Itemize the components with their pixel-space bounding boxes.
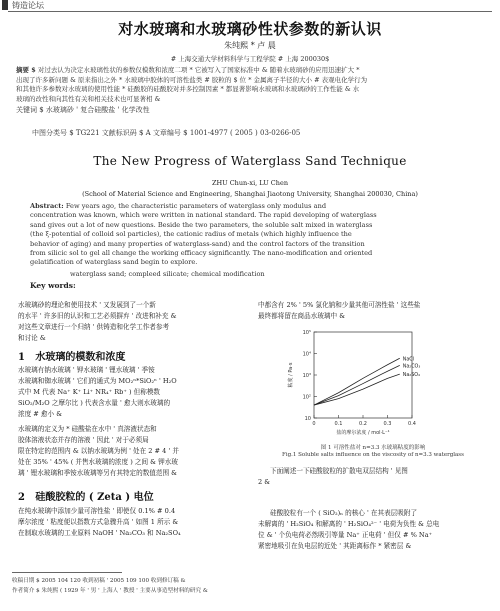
y-tick-label: 10² (302, 394, 311, 401)
text-line: 式中 M 代表 Na⁺ K⁺ Li⁺ NR₄⁺ Rb⁺ ) 但称模数 (18, 388, 161, 396)
series-line (314, 365, 400, 405)
x-tick-label: 0.4 (408, 421, 416, 427)
title-cn: 对水玻璃和水玻璃砂性状参数的新认识 (118, 20, 382, 38)
section-1-heading (18, 348, 125, 363)
text-line: 对这些文章进行一个归纳 ' 供铸造和化学工作者参考 (18, 323, 170, 331)
abstract-en-line: gelatification of waterglass sand begin to explore. (30, 258, 198, 267)
chart-series (314, 358, 400, 405)
section-title: 硅酸胶粒的 ( Zeta ) 电位 (35, 492, 154, 503)
y-tick-label: 10³ (302, 373, 311, 379)
y-axis-label: 粘度 / Pa·s (288, 362, 294, 388)
text-line: 硅酸胶粒有一个 ( SiO₂)ₙ 的核心 ' 在其表层吸附了 (270, 509, 418, 517)
figure-caption-cn: 图 1 可溶性盐对 n=3.3 水玻璃粘度的影响 (320, 445, 426, 451)
footnote: 作者简介 $ 朱纯熙 ( 1929 年 ' 男 ' 上海人 ' 教授 ' 主要从事造型材料的研究 & (12, 588, 208, 594)
right-paragraph-2 (258, 508, 490, 552)
abstract-en-line: from silicic sol to gel all change the working efficacy significantly. The nano-modification and oriented (30, 249, 373, 258)
section-2-heading (18, 488, 154, 503)
abstract-en-line: concentration was known, which were written in national standard. The rapid developing of waterglass (30, 211, 377, 220)
text-line: 璃 ' 锂水玻璃和季铵水玻璃等另有其特定的数值范围 & (18, 469, 178, 477)
series-line (314, 358, 400, 405)
x-tick-label: 0.2 (359, 421, 367, 427)
x-tick-label: 0 (312, 421, 316, 427)
title-en: The New Progress of Waterglass Sand Technique (93, 154, 407, 168)
series-label: NaCl (402, 357, 414, 363)
abstract-en-line: Few years ago, the characteristic parameters of waterglass only modulus and (65, 202, 327, 210)
affiliation-cn: # 上海交通大学材料科学与工程学院 # 上海 200030$ (170, 55, 330, 63)
intro-paragraph (18, 300, 243, 344)
text-line: 中都含有 2% ' 5% 氯化钠和少量其他可溶性盐 ' 这些盐 (258, 301, 421, 309)
figure-1 (262, 320, 482, 440)
text-line: 浓度 # 愈小 & (18, 410, 63, 418)
text-line: 的水平 ' 许多旧的认识和工艺必须摒弃 ' 改进和补充 & (18, 312, 177, 320)
footnotes (12, 576, 208, 596)
abstract-cn-label: 摘要 $ (16, 66, 36, 74)
text-line: 限在特定的范围内 & 以钠水玻璃为例 ' 处在 2 # 4 ' 并 (18, 447, 179, 455)
footnote-rule (12, 572, 122, 573)
text-line: 处在 35% ' 45% ( 并售水玻璃的浓度 ) 之间 & 钾水玻 (18, 458, 178, 466)
abstract-cn (16, 66, 486, 116)
x-tick-label: 0.1 (334, 421, 343, 427)
header-rule (8, 11, 492, 12)
x-axis-label: 盐的摩尔浓度 / mol·L⁻¹ (336, 430, 390, 436)
right-paragraph-fig-ref (258, 466, 488, 488)
abstract-cn-line: 玻璃的改性和向其性有关和相关技术也可显著相 & (16, 94, 161, 103)
right-intro-paragraph (258, 300, 488, 322)
text-line: 水玻璃有钠水玻璃 ' 钾水玻璃 ' 锂水玻璃 ' 季铵 (18, 366, 155, 374)
text-line: 下面阐述一下硅酸胶粒的扩散电双层结构 ' 见图 (270, 467, 408, 475)
y-tick-label: 10⁵ (302, 330, 311, 336)
abstract-en-label: Abstract: (30, 202, 64, 210)
text-line: SiO₂/M₂O 之摩尔比 ) 代表含水量 ' 愈大则水玻璃的 (18, 399, 171, 407)
series-label: Na₂SO₄ (402, 373, 420, 379)
abstract-cn-line: 和其他许多参数对水玻璃的使用性能 * 硅酸胶的硅酸胶对并多控制因素 * 都显著影响水玻璃和水玻璃砂的工作性能 & 水 (16, 85, 360, 94)
y-tick-label: 10 (304, 416, 311, 422)
abstract-en-line: (the ξ-potential of colloid sol particles), the cationic radius of metals (which highly influence the (30, 230, 352, 239)
header-marker (2, 0, 8, 10)
section-2-paragraph-1 (18, 506, 243, 539)
affiliation-en: (School of Material Science and Engineering, Shanghai Jiaotong University, Shanghai 200030, China) (82, 190, 418, 198)
authors-en: ZHU Chun-xi, LU Chen (211, 179, 289, 187)
abstract-en-line: sand gives out a lot of new questions. Beside the two parameters, the soluble salt mixed in waterglass (30, 220, 373, 229)
text-line: 紧密地吸引在负电层的近处 ' 其距离标作 * 紧密层 & (258, 542, 412, 550)
section-number: 1 (18, 352, 25, 363)
keywords-cn: 关键词 $ 水玻璃砂 ' 复合硅酸盐 ' 化学改性 (16, 106, 150, 115)
abstract-cn-line: 对过去认为决定水玻璃性状的参数仅模数和浓度二项 * 它被写入了国家标准中 & 随着水玻璃砂的应用迅速扩大 * (37, 66, 360, 74)
text-line: 2 & (258, 478, 271, 486)
classification-line: 中图分类号 $ TG221 文献标识码 $ A 文章编号 $ 1001-4977 ( 2005 ) 03-0266-05 (32, 129, 301, 137)
abstract-en (30, 202, 474, 279)
abstract-cn-line: 出现了许多新问题 & 原来指出之外 * 水玻璃中胶体的可溶性盐类 # 胶粒的 $ 位 * 金属离子半径的大小 # 表观电化学行为 (16, 75, 368, 84)
section-1-paragraph-1 (18, 365, 243, 420)
text-line: 胶体溶液状态并存的溶液 ' 因此 ' 对于必须局 (18, 436, 149, 444)
text-line: 和讨论 & (18, 334, 46, 342)
figure-caption-en: Fig.1 Soluble salts influence on the viscosity of n=3.3 waterglass (282, 452, 464, 458)
abstract-en-line: behavior of aging) and many properties of waterglass-sand) and the control factors of the transition (30, 239, 365, 248)
viscosity-chart (262, 320, 482, 440)
text-line: 摩尔浓度 ' 粘度便以指数方式急骤升高 ' 如图 1 所示 & (18, 518, 179, 526)
text-line: 水玻璃的定义为 * 硅酸盐在水中 ' 真溶液状态和 (18, 425, 157, 433)
text-line: 水玻璃砂的理论和使用技术 ' 又发展到了一个新 (18, 301, 156, 309)
y-tick-label: 10⁴ (302, 351, 311, 358)
footnote: 收稿日期 $ 2005 104 120 收到初稿 ' 2005 109 100 收到修订稿 & (12, 578, 186, 584)
text-line: 水玻璃和铷水玻璃 ' 它们的通式为 MO₂ⁿ*SiO₂ⁿ ' H₂O (18, 377, 177, 385)
keywords-en-label: Key words: (30, 281, 76, 290)
text-line: 在制取水玻璃的工业原料 NaOH ' Na₂CO₃ 和 Na₂SO₄ (18, 529, 181, 537)
section-number: 2 (18, 492, 25, 503)
column-label: 铸造论坛 (12, 1, 44, 10)
text-line: 在纯水玻璃中添加少量可溶性盐 ' 即使仅 0.1% # 0.4 (18, 507, 176, 515)
text-line: 位 & ' 个负电荷必然吸引等量 Na⁺ 正电荷 ' 但仅 # % Na⁺ (258, 531, 433, 539)
text-line: 未解离的 ' H₂SiO₄ 和解离的 ' H₂SiO₄²⁻ ' 电荷为负性 & 总电 (258, 520, 440, 528)
text-line: 最终都将留在商品水玻璃中 & (258, 312, 346, 320)
chart-ticks (303, 330, 416, 427)
keywords-en: waterglass sand; compleed silicate; chemical modification (70, 269, 265, 278)
section-1-paragraph-2 (18, 424, 243, 479)
series-label: Na₂CO₃ (402, 364, 421, 370)
authors-cn: 朱纯熙 * 卢 晨 (224, 41, 276, 50)
section-title: 水玻璃的模数和浓度 (35, 352, 126, 363)
x-tick-label: 0.3 (383, 421, 392, 427)
